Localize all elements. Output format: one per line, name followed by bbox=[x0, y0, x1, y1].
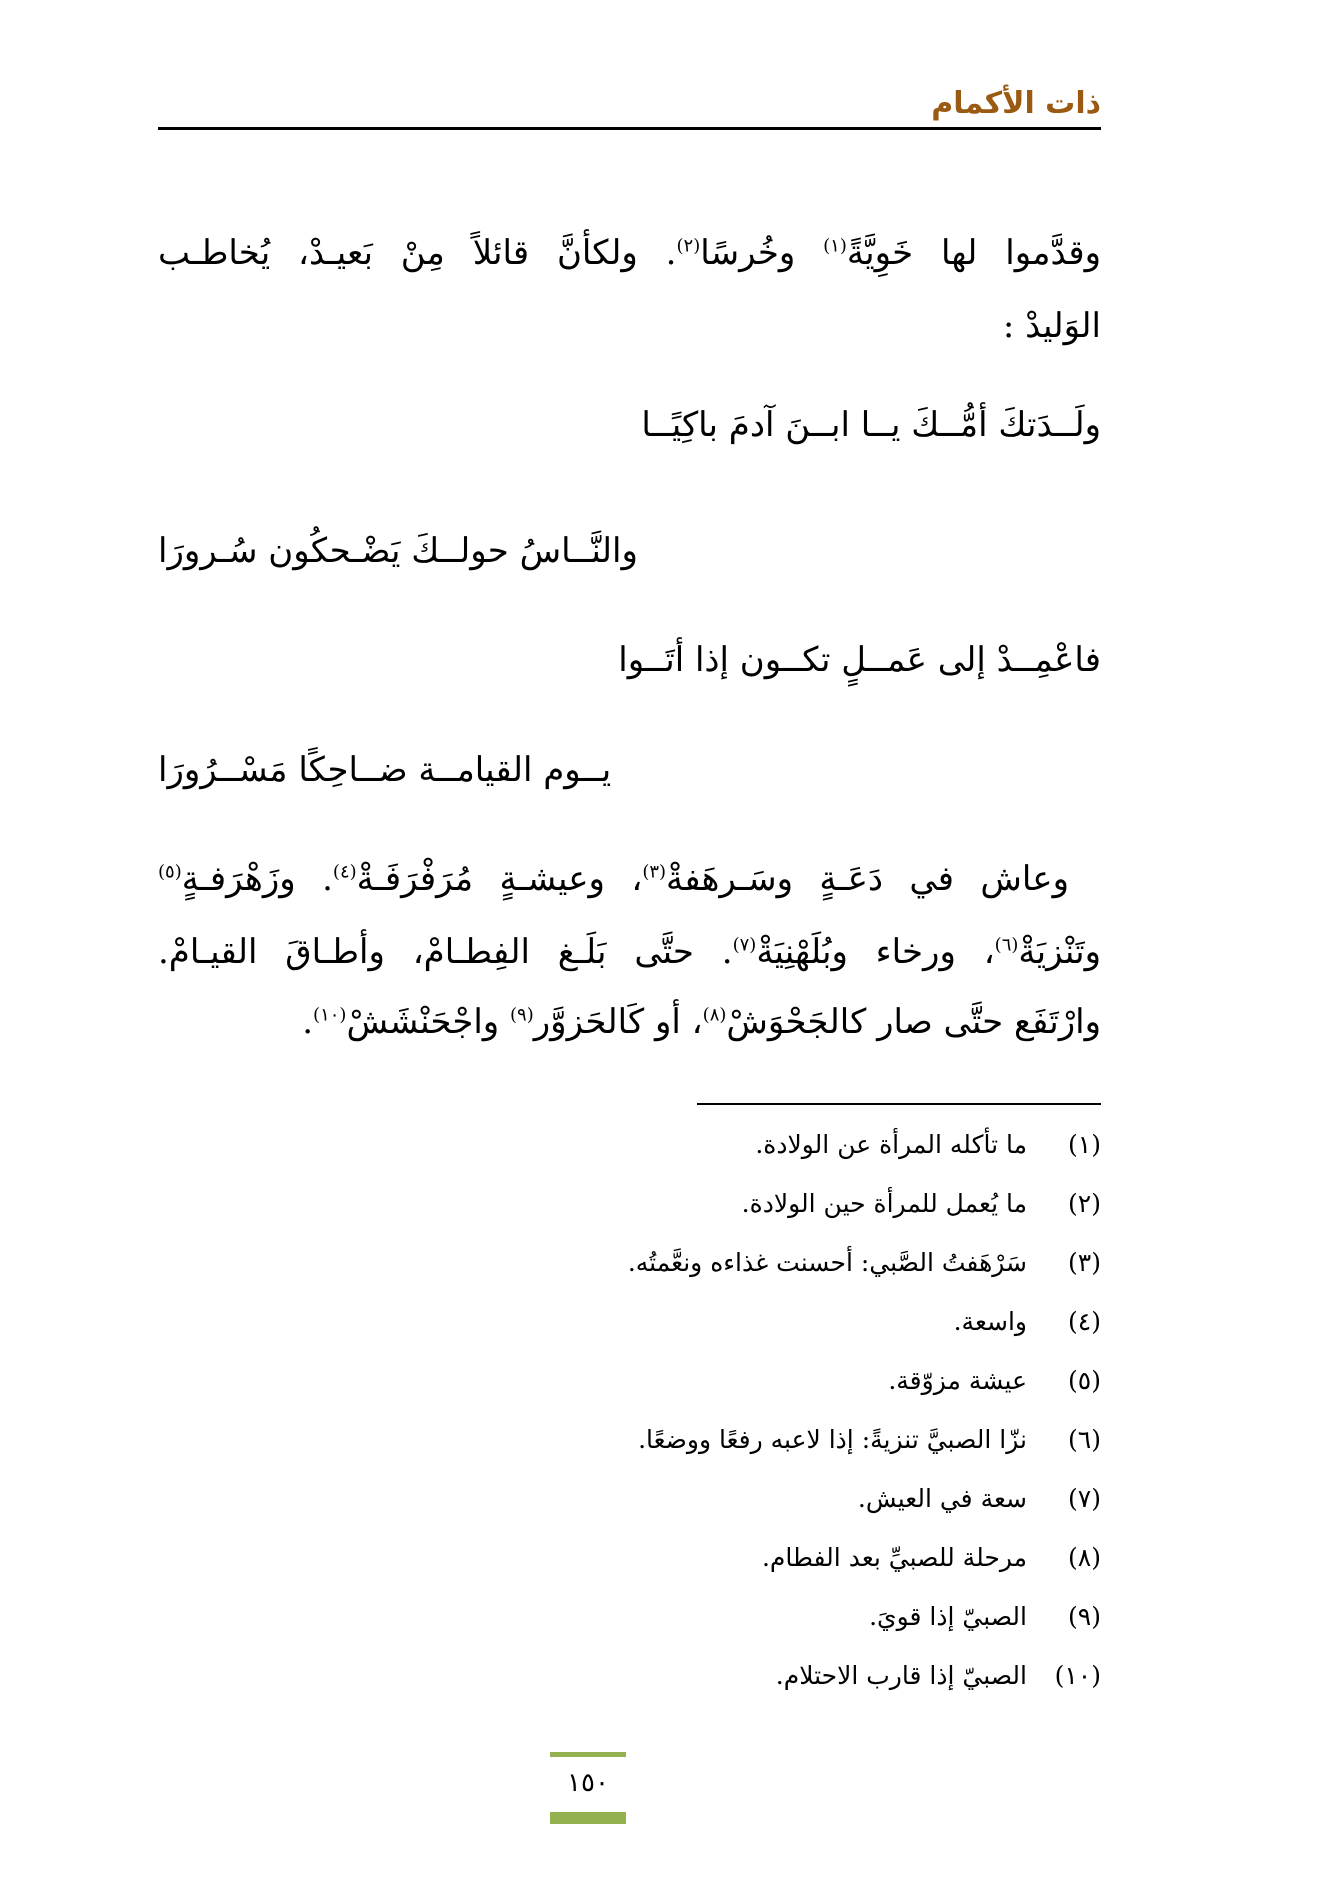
page-number: ١٥٠ bbox=[567, 1768, 609, 1798]
text: وارْتَفَع حتَّى صار كالجَحْوَشْ bbox=[726, 1002, 1101, 1042]
footnote-number: (١٠) bbox=[1054, 1661, 1101, 1690]
text: . ولكأنَّ قائلاً مِنْ بَعيـدْ، يُخاطـب bbox=[158, 233, 677, 273]
footnote bbox=[954, 1307, 1101, 1336]
text: ، أو كَالحَزوَّر bbox=[533, 1002, 703, 1042]
footnote-number: (١) bbox=[1068, 1130, 1101, 1159]
paragraph1-line2: الوَليدْ : bbox=[1002, 306, 1101, 346]
text: . bbox=[302, 1002, 314, 1042]
footnote-text: عيشة مزوّقة. bbox=[888, 1366, 1027, 1395]
footnote bbox=[742, 1189, 1101, 1218]
poem-verse-3: فاعْمِــدْ إلى عَمــلٍ تكــون إذا أتَــوا bbox=[618, 640, 1101, 680]
footnote bbox=[776, 1661, 1101, 1690]
text: . حتَّى بَلَـغ الفِطـامْ، وأطـاقَ القيـامْ. bbox=[158, 932, 733, 972]
paragraph1-line1 bbox=[158, 233, 1101, 273]
footnote-text: ما تأكله المرأة عن الولادة. bbox=[755, 1130, 1027, 1159]
footnote-number: (٧) bbox=[1068, 1484, 1101, 1513]
footnote-number: (٥) bbox=[1068, 1366, 1101, 1395]
footnote-number: (٣) bbox=[1068, 1248, 1101, 1277]
page-number-top-bar bbox=[550, 1752, 626, 1757]
text: وخُرسًا bbox=[700, 233, 824, 273]
footnote-number: (٩) bbox=[1068, 1602, 1101, 1631]
footnote-number: (٢) bbox=[1068, 1189, 1101, 1218]
running-header-title: ذات الأكمام bbox=[931, 86, 1101, 121]
footnote-text: مرحلة للصبيِّ بعد الفطام. bbox=[761, 1543, 1027, 1572]
paragraph2-line3 bbox=[302, 1002, 1101, 1042]
footnote-ref[interactable]: (٨) bbox=[702, 1004, 727, 1026]
footnote-ref[interactable]: (٣) bbox=[642, 861, 667, 883]
footnote-number: (٨) bbox=[1068, 1543, 1101, 1572]
footnote bbox=[858, 1484, 1101, 1513]
text: واجْحَنْشَشْ bbox=[346, 1002, 511, 1042]
footnote-text: سَرْهَفتُ الصَّبي: أحسنت غذاءه ونعَّمتُه. bbox=[627, 1248, 1027, 1277]
footnote-text: نزّا الصبيَّ تنزيةً: إذا لاعبه رفعًا ووضعًا. bbox=[638, 1425, 1027, 1454]
page-number-bottom-bar bbox=[550, 1812, 626, 1824]
footnote bbox=[638, 1425, 1101, 1454]
footnote-text: واسعة. bbox=[953, 1307, 1027, 1336]
text: ، وعيشـةٍ مُرَفْرَفَـةْ bbox=[356, 859, 643, 899]
footnote-text: سعة في العيش. bbox=[857, 1484, 1027, 1513]
text: وتَنْزيَةْ bbox=[1018, 932, 1101, 972]
footnote-number: (٦) bbox=[1068, 1425, 1101, 1454]
footnote-number: (٤) bbox=[1068, 1307, 1101, 1336]
footnote-ref[interactable]: (٦) bbox=[994, 934, 1019, 956]
poem-verse-1: ولَــدَتكَ أمُّــكَ يــا ابــنَ آدمَ باكِيًــا bbox=[641, 405, 1101, 445]
text: وعاش في دَعَـةٍ وسَـرهَفةْ bbox=[666, 859, 1069, 899]
footnote bbox=[628, 1248, 1101, 1277]
footnote-separator bbox=[697, 1103, 1101, 1105]
footnote-ref[interactable]: (٩) bbox=[510, 1004, 534, 1026]
paragraph2-line1 bbox=[158, 859, 1069, 899]
footnote-ref[interactable]: (٤) bbox=[332, 861, 357, 883]
footnote-ref[interactable]: (١٠) bbox=[313, 1004, 347, 1026]
footnote bbox=[755, 1130, 1101, 1159]
text: ، ورخاء وبُلَهْنِيَةْ bbox=[756, 932, 995, 972]
footnote-text: ما يُعمل للمرأة حين الولادة. bbox=[741, 1189, 1027, 1218]
footnote-ref[interactable]: (٢) bbox=[676, 235, 701, 257]
poem-verse-4: يــوم القيامــة ضــاحِكًا مَسْــرُورَا bbox=[158, 750, 612, 790]
paragraph2-line2 bbox=[158, 932, 1101, 972]
footnote-text: الصبيّ إذا قارب الاحتلام. bbox=[775, 1661, 1027, 1690]
footnote-ref[interactable]: (١) bbox=[823, 235, 847, 257]
footnote bbox=[762, 1543, 1101, 1572]
footnote bbox=[888, 1366, 1101, 1395]
footnote-ref[interactable]: (٥) bbox=[158, 861, 182, 883]
footnote-text: الصبيّ إذا قويَ. bbox=[869, 1602, 1027, 1631]
text: وقدَّموا لها خَوِيَّةً bbox=[846, 233, 1101, 273]
poem-verse-2: والنَّــاسُ حولــكَ يَضْـحكُون سُـرورَا bbox=[158, 531, 638, 571]
footnote-ref[interactable]: (٧) bbox=[732, 934, 757, 956]
text: . وزَهْرَفـةٍ bbox=[181, 859, 333, 899]
footnote bbox=[869, 1602, 1101, 1631]
header-rule bbox=[158, 127, 1101, 130]
